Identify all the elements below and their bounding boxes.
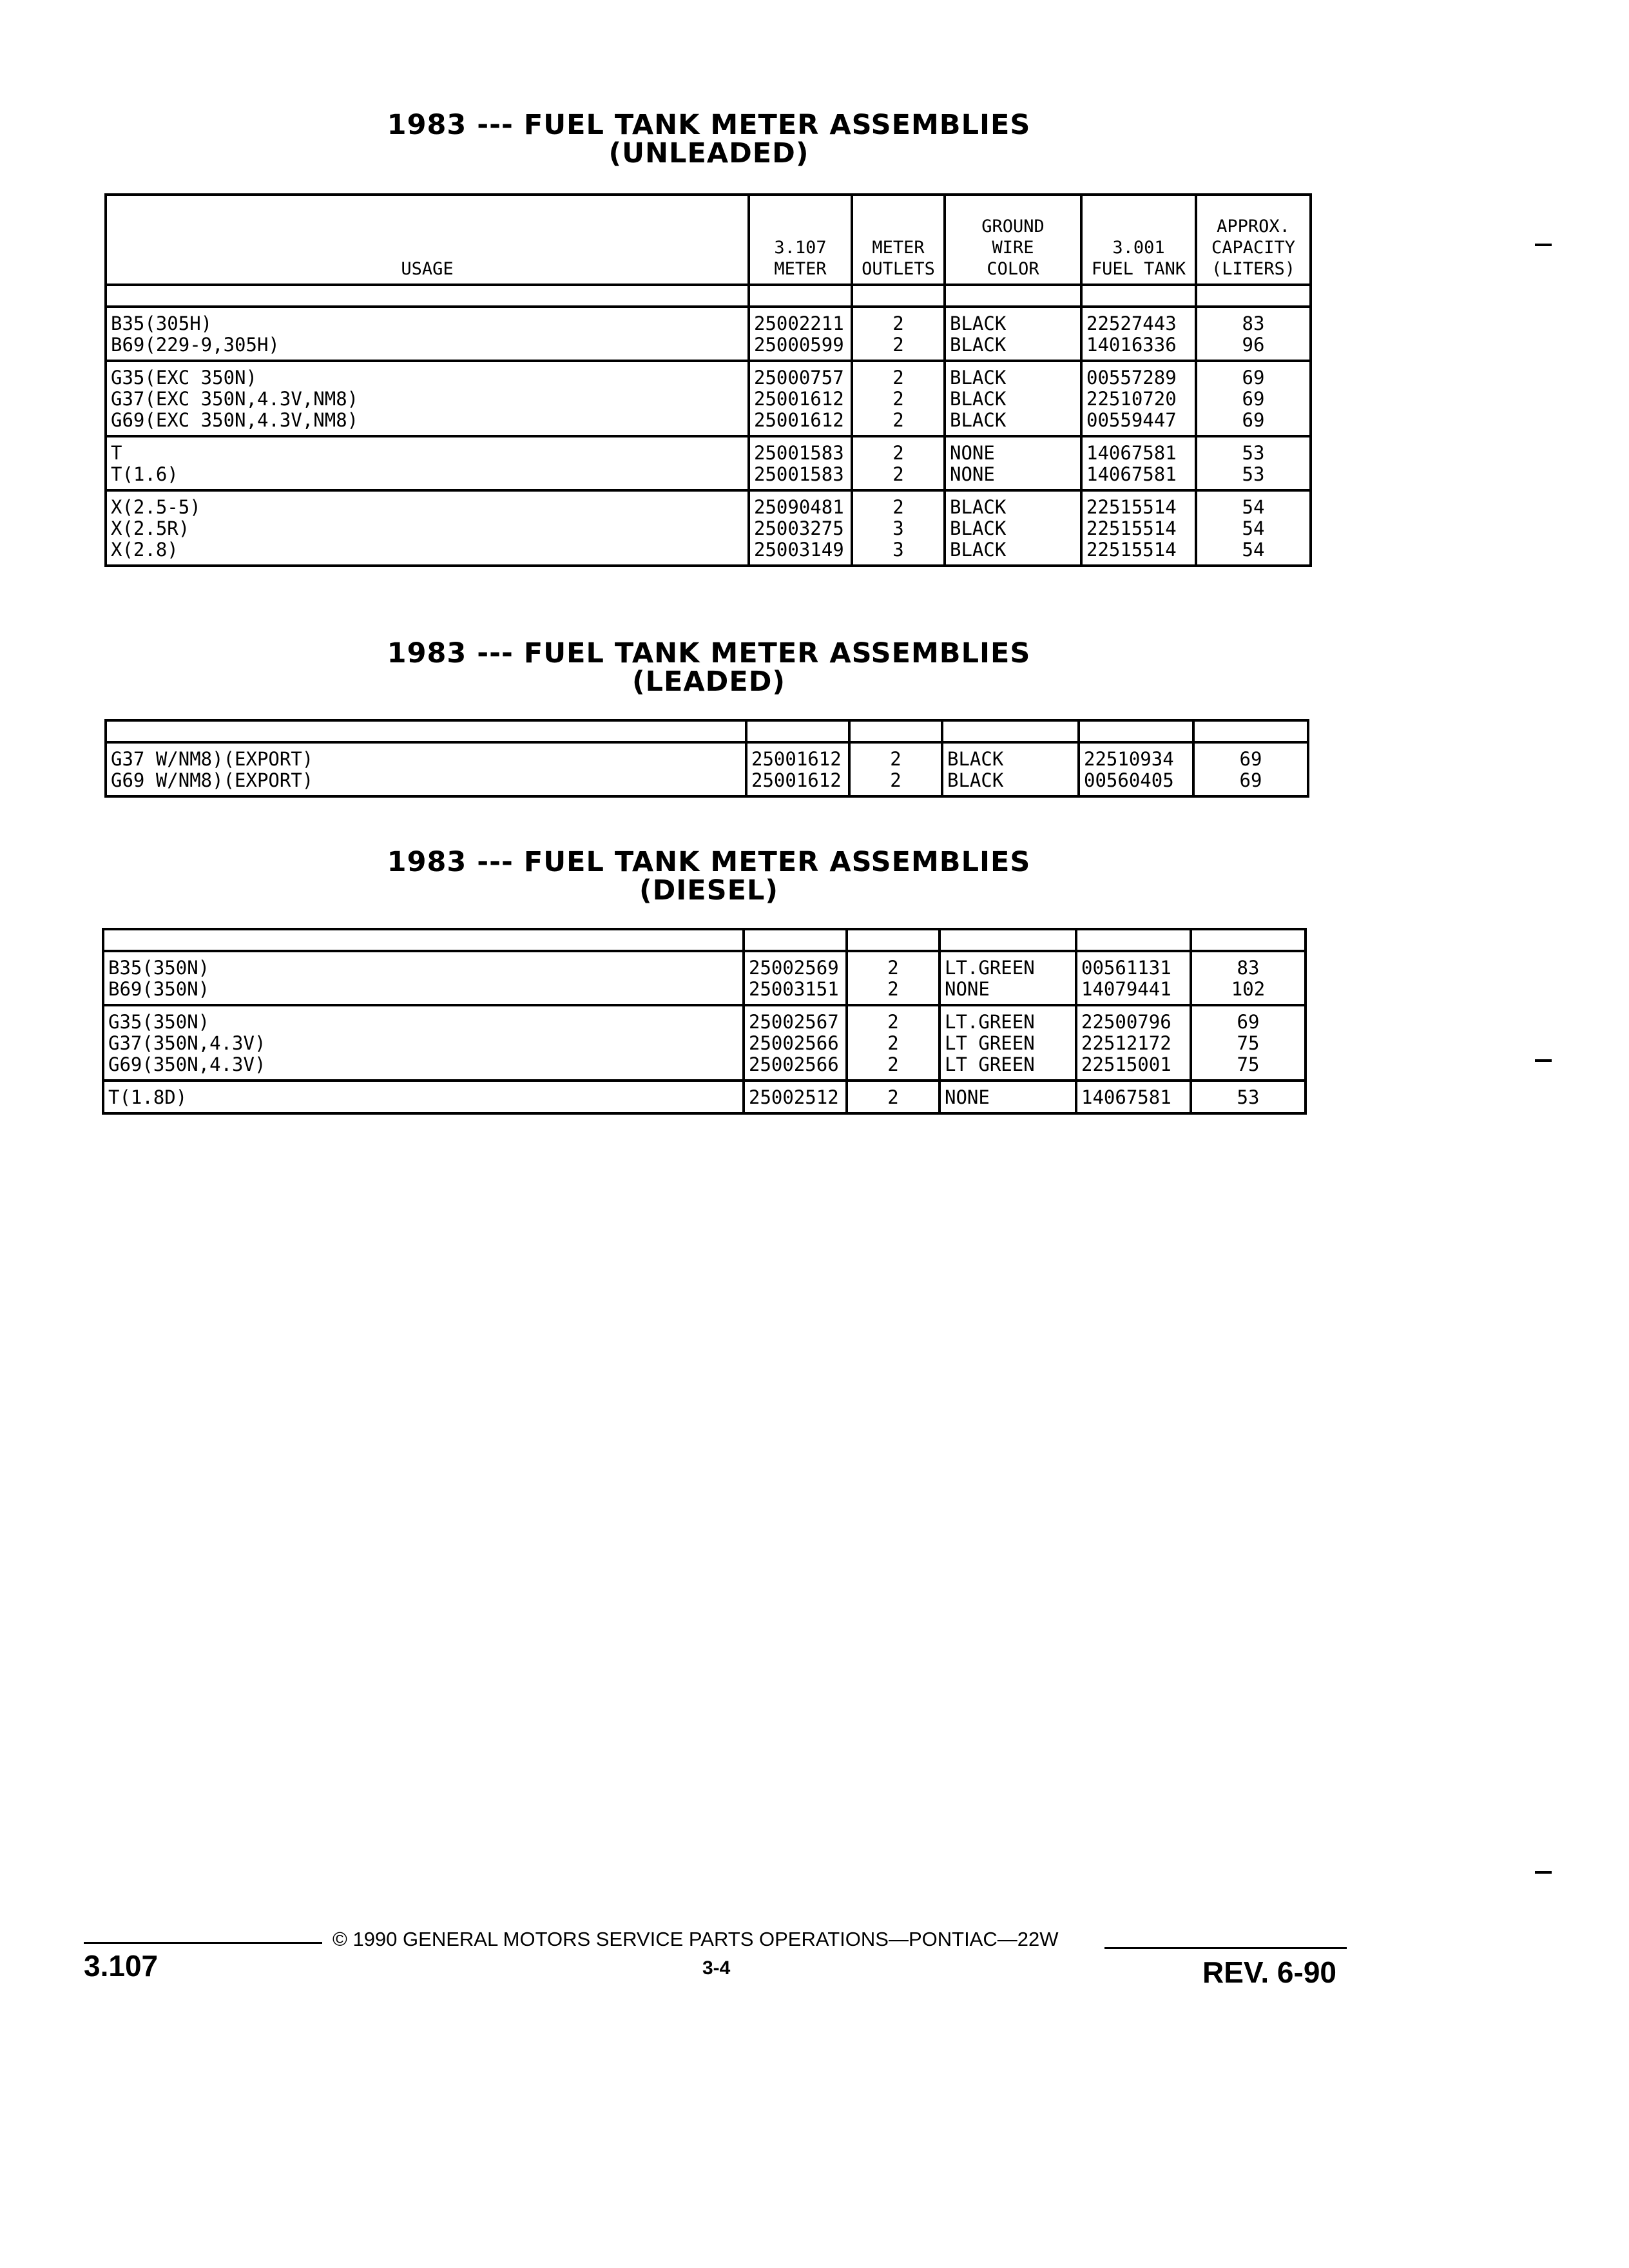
tank-cell: 22510934 00560405 bbox=[1079, 742, 1193, 796]
section-title-diesel bbox=[0, 848, 1418, 905]
outlets-cell: 2 2 bbox=[852, 307, 945, 361]
capacity-cell: 53 53 bbox=[1196, 436, 1311, 490]
meter-cell: 25002512 bbox=[744, 1081, 847, 1113]
tank-cell: 00557289 22510720 00559447 bbox=[1081, 361, 1196, 436]
footer-section-number: 3.107 bbox=[84, 1949, 159, 1983]
color-cell: BLACK BLACK bbox=[945, 307, 1081, 361]
section-title-line2: (LEADED) bbox=[631, 666, 786, 698]
table-row-group bbox=[106, 436, 1311, 490]
tank-cell: 22500796 22512172 22515001 bbox=[1076, 1005, 1191, 1081]
header-spacer-row bbox=[103, 929, 1306, 951]
capacity-cell: 54 54 54 bbox=[1196, 490, 1311, 566]
margin-tick-mark bbox=[1535, 1871, 1552, 1874]
outlets-cell: 2 3 3 bbox=[852, 490, 945, 566]
meter-cell: 25000757 25001612 25001612 bbox=[749, 361, 852, 436]
footer-rule-right bbox=[1104, 1947, 1347, 1949]
usage-cell: G35(350N) G37(350N,4.3V) G69(350N,4.3V) bbox=[103, 1005, 744, 1081]
outlets-cell: 2 2 2 bbox=[847, 1005, 940, 1081]
margin-tick-mark bbox=[1535, 1059, 1552, 1062]
tank-cell: 14067581 14067581 bbox=[1081, 436, 1196, 490]
section-title-leaded bbox=[0, 639, 1418, 696]
meter-cell: 25090481 25003275 25003149 bbox=[749, 490, 852, 566]
meter-cell: 25002569 25003151 bbox=[744, 951, 847, 1005]
color-cell: LT.GREEN LT GREEN LT GREEN bbox=[940, 1005, 1076, 1081]
usage-header: USAGE bbox=[106, 195, 749, 285]
capacity-cell: 69 69 bbox=[1193, 742, 1308, 796]
section-title-line1: 1983 --- FUEL TANK METER ASSEMBLIES bbox=[387, 109, 1031, 141]
outlets-cell: 2 2 bbox=[852, 436, 945, 490]
table-row-group bbox=[106, 742, 1308, 796]
meter-header: 3.107 METER bbox=[749, 195, 852, 285]
footer-copyright: © 1990 GENERAL MOTORS SERVICE PARTS OPERATIONS—PONTIAC—22W bbox=[333, 1928, 1059, 1950]
unleaded-table bbox=[104, 193, 1312, 567]
fuel-tank-header: 3.001 FUEL TANK bbox=[1081, 195, 1196, 285]
usage-cell: G35(EXC 350N) G37(EXC 350N,4.3V,NM8) G69(EXC 350N,4.3V,NM8) bbox=[106, 361, 749, 436]
table-row-group bbox=[106, 490, 1311, 566]
section-title-line1: 1983 --- FUEL TANK METER ASSEMBLIES bbox=[387, 846, 1031, 878]
color-cell: BLACK BLACK bbox=[942, 742, 1079, 796]
table-row-group bbox=[106, 361, 1311, 436]
section-title-line1: 1983 --- FUEL TANK METER ASSEMBLIES bbox=[387, 637, 1031, 669]
outlets-cell: 2 2 bbox=[849, 742, 942, 796]
meter-cell: 25001583 25001583 bbox=[749, 436, 852, 490]
margin-tick-mark bbox=[1535, 244, 1552, 246]
usage-cell: G37 W/NM8)(EXPORT) G69 W/NM8)(EXPORT) bbox=[106, 742, 746, 796]
tank-cell: 22527443 14016336 bbox=[1081, 307, 1196, 361]
outlets-cell: 2 2 2 bbox=[852, 361, 945, 436]
usage-cell: T T(1.6) bbox=[106, 436, 749, 490]
color-cell: NONE NONE bbox=[945, 436, 1081, 490]
capacity-cell: 83 96 bbox=[1196, 307, 1311, 361]
color-cell: LT.GREEN NONE bbox=[940, 951, 1076, 1005]
footer-revision: REV. 6-90 bbox=[1202, 1956, 1336, 1989]
table-header-row bbox=[106, 195, 1311, 285]
outlets-cell: 2 2 bbox=[847, 951, 940, 1005]
outlets-cell: 2 bbox=[847, 1081, 940, 1113]
header-spacer-row bbox=[106, 720, 1308, 742]
footer-page-number: 3-4 bbox=[702, 1957, 731, 1979]
section-title-line2: (DIESEL) bbox=[639, 874, 779, 907]
tank-cell: 14067581 bbox=[1076, 1081, 1191, 1113]
tank-cell: 22515514 22515514 22515514 bbox=[1081, 490, 1196, 566]
capacity-cell: 53 bbox=[1191, 1081, 1306, 1113]
usage-cell: B35(305H) B69(229-9,305H) bbox=[106, 307, 749, 361]
diesel-table bbox=[102, 928, 1307, 1115]
outlets-header: METER OUTLETS bbox=[852, 195, 945, 285]
capacity-cell: 83 102 bbox=[1191, 951, 1306, 1005]
capacity-header: APPROX. CAPACITY (LITERS) bbox=[1196, 195, 1311, 285]
usage-cell: B35(350N) B69(350N) bbox=[103, 951, 744, 1005]
color-cell: BLACK BLACK BLACK bbox=[945, 361, 1081, 436]
usage-cell: X(2.5-5) X(2.5R) X(2.8) bbox=[106, 490, 749, 566]
meter-cell: 25002211 25000599 bbox=[749, 307, 852, 361]
table-row-group bbox=[103, 1005, 1306, 1081]
footer-rule-left bbox=[84, 1942, 322, 1944]
table-row-group bbox=[103, 1081, 1306, 1113]
table-row-group bbox=[106, 307, 1311, 361]
header-spacer-row bbox=[106, 285, 1311, 307]
section-title-line2: (UNLEADED) bbox=[608, 137, 809, 169]
color-cell: BLACK BLACK BLACK bbox=[945, 490, 1081, 566]
meter-cell: 25001612 25001612 bbox=[746, 742, 849, 796]
tank-cell: 00561131 14079441 bbox=[1076, 951, 1191, 1005]
ground-wire-header: GROUND WIRE COLOR bbox=[945, 195, 1081, 285]
meter-cell: 25002567 25002566 25002566 bbox=[744, 1005, 847, 1081]
table-row-group bbox=[103, 951, 1306, 1005]
leaded-table bbox=[104, 719, 1309, 798]
capacity-cell: 69 75 75 bbox=[1191, 1005, 1306, 1081]
usage-cell: T(1.8D) bbox=[103, 1081, 744, 1113]
capacity-cell: 69 69 69 bbox=[1196, 361, 1311, 436]
section-title-unleaded bbox=[0, 111, 1418, 168]
color-cell: NONE bbox=[940, 1081, 1076, 1113]
